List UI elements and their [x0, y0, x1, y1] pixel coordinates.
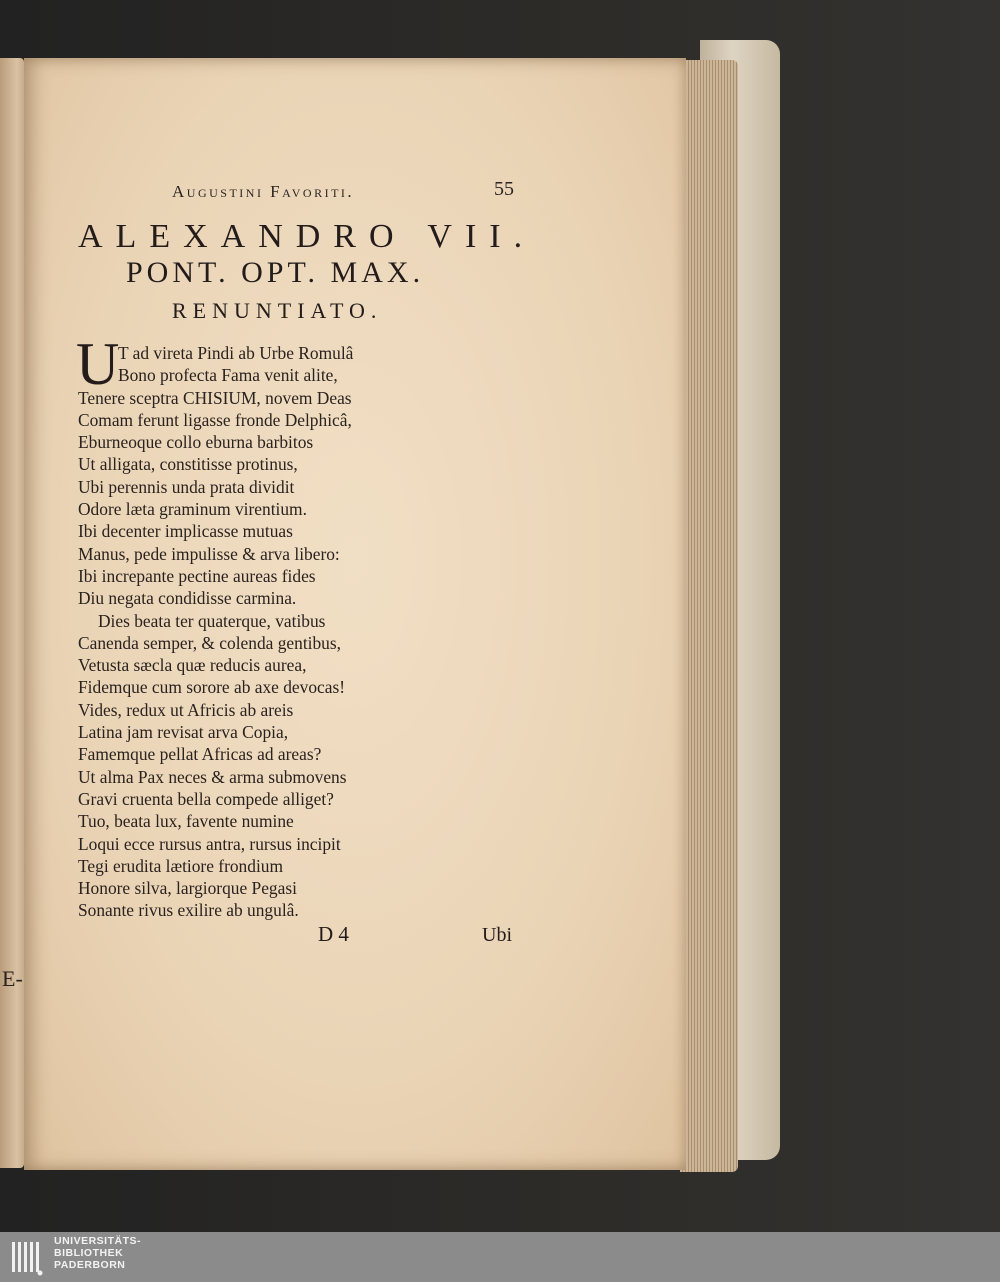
previous-page-text-fragment: E-: [2, 966, 23, 991]
verse-line: Comam ferunt ligasse fronde Delphicâ,: [78, 409, 352, 430]
catchword: Ubi: [482, 924, 512, 946]
library-logo-text: [54, 1235, 141, 1271]
verse-line: Eburneoque collo eburna barbitos: [78, 432, 314, 453]
footer-bar: [0, 1232, 1000, 1282]
title-line-3: RENUNTIATO.: [172, 298, 383, 323]
verse-line: Canenda semper, & colenda gentibus,: [78, 632, 341, 653]
verse-line: Sonante rivus exilire ab ungulâ.: [78, 900, 299, 921]
verse-line: Loqui ecce rursus antra, rursus incipit: [78, 833, 341, 854]
page-block-edges: [680, 60, 738, 1172]
verse-line: Ibi decenter implicasse mutuas: [78, 521, 293, 542]
drop-cap-initial: U: [76, 331, 120, 397]
verse-line: Dies beata ter quaterque, vatibus: [98, 610, 326, 631]
verse-line: Odore læta graminum virentium.: [78, 499, 307, 520]
verse-line: Vetusta sæcla quæ reducis aurea,: [78, 655, 307, 676]
verse-line: Tegi erudita lætiore frondium: [78, 855, 284, 876]
library-logo-icon: [10, 1238, 44, 1276]
verse-line: T ad vireta Pindi ab Urbe Romulâ: [118, 343, 354, 363]
logo-line-1: UNIVERSITÄTS-: [54, 1235, 142, 1247]
previous-page-edge: [0, 58, 24, 1168]
verse-line: Latina jam revisat arva Copia,: [78, 722, 289, 743]
logo-line-2: BIBLIOTHEK: [54, 1247, 124, 1259]
verse-line: Honore silva, largiorque Pegasi: [78, 878, 297, 899]
title-line-1: ALEXANDRO VII.: [78, 218, 536, 255]
verse-line: Ibi increpante pectine aureas fides: [78, 565, 316, 586]
verse-line: Gravi cruenta bella compede alliget?: [78, 788, 334, 809]
verse-line: Diu negata condidisse carmina.: [78, 588, 297, 609]
verse-line: Ut alma Pax neces & arma submovens: [78, 766, 347, 787]
verse-line: Ut alligata, constitisse protinus,: [78, 454, 298, 475]
verse-line: Ubi perennis unda prata dividit: [78, 476, 295, 497]
verse-line: Vides, redux ut Africis ab areis: [78, 699, 294, 720]
verse-line: Fidemque cum sorore ab axe devocas!: [78, 677, 346, 698]
verse-line: Tuo, beata lux, favente numine: [78, 811, 294, 832]
title-line-2: PONT. OPT. MAX.: [126, 256, 425, 289]
running-head: Augustini Favoriti.: [172, 182, 355, 201]
verse-line: Famemque pellat Africas ad areas?: [78, 744, 322, 765]
page-number: 55: [494, 178, 514, 200]
signature-mark: D 4: [318, 922, 349, 946]
logo-line-3: PADERBORN: [54, 1259, 126, 1271]
poem-verse: [78, 342, 353, 922]
verse-line: Tenere sceptra CHISIUM, novem Deas: [78, 387, 352, 408]
verse-line: Bono profecta Fama venit alite,: [118, 365, 338, 386]
verse-line: Manus, pede impulisse & arva libero:: [78, 543, 340, 564]
